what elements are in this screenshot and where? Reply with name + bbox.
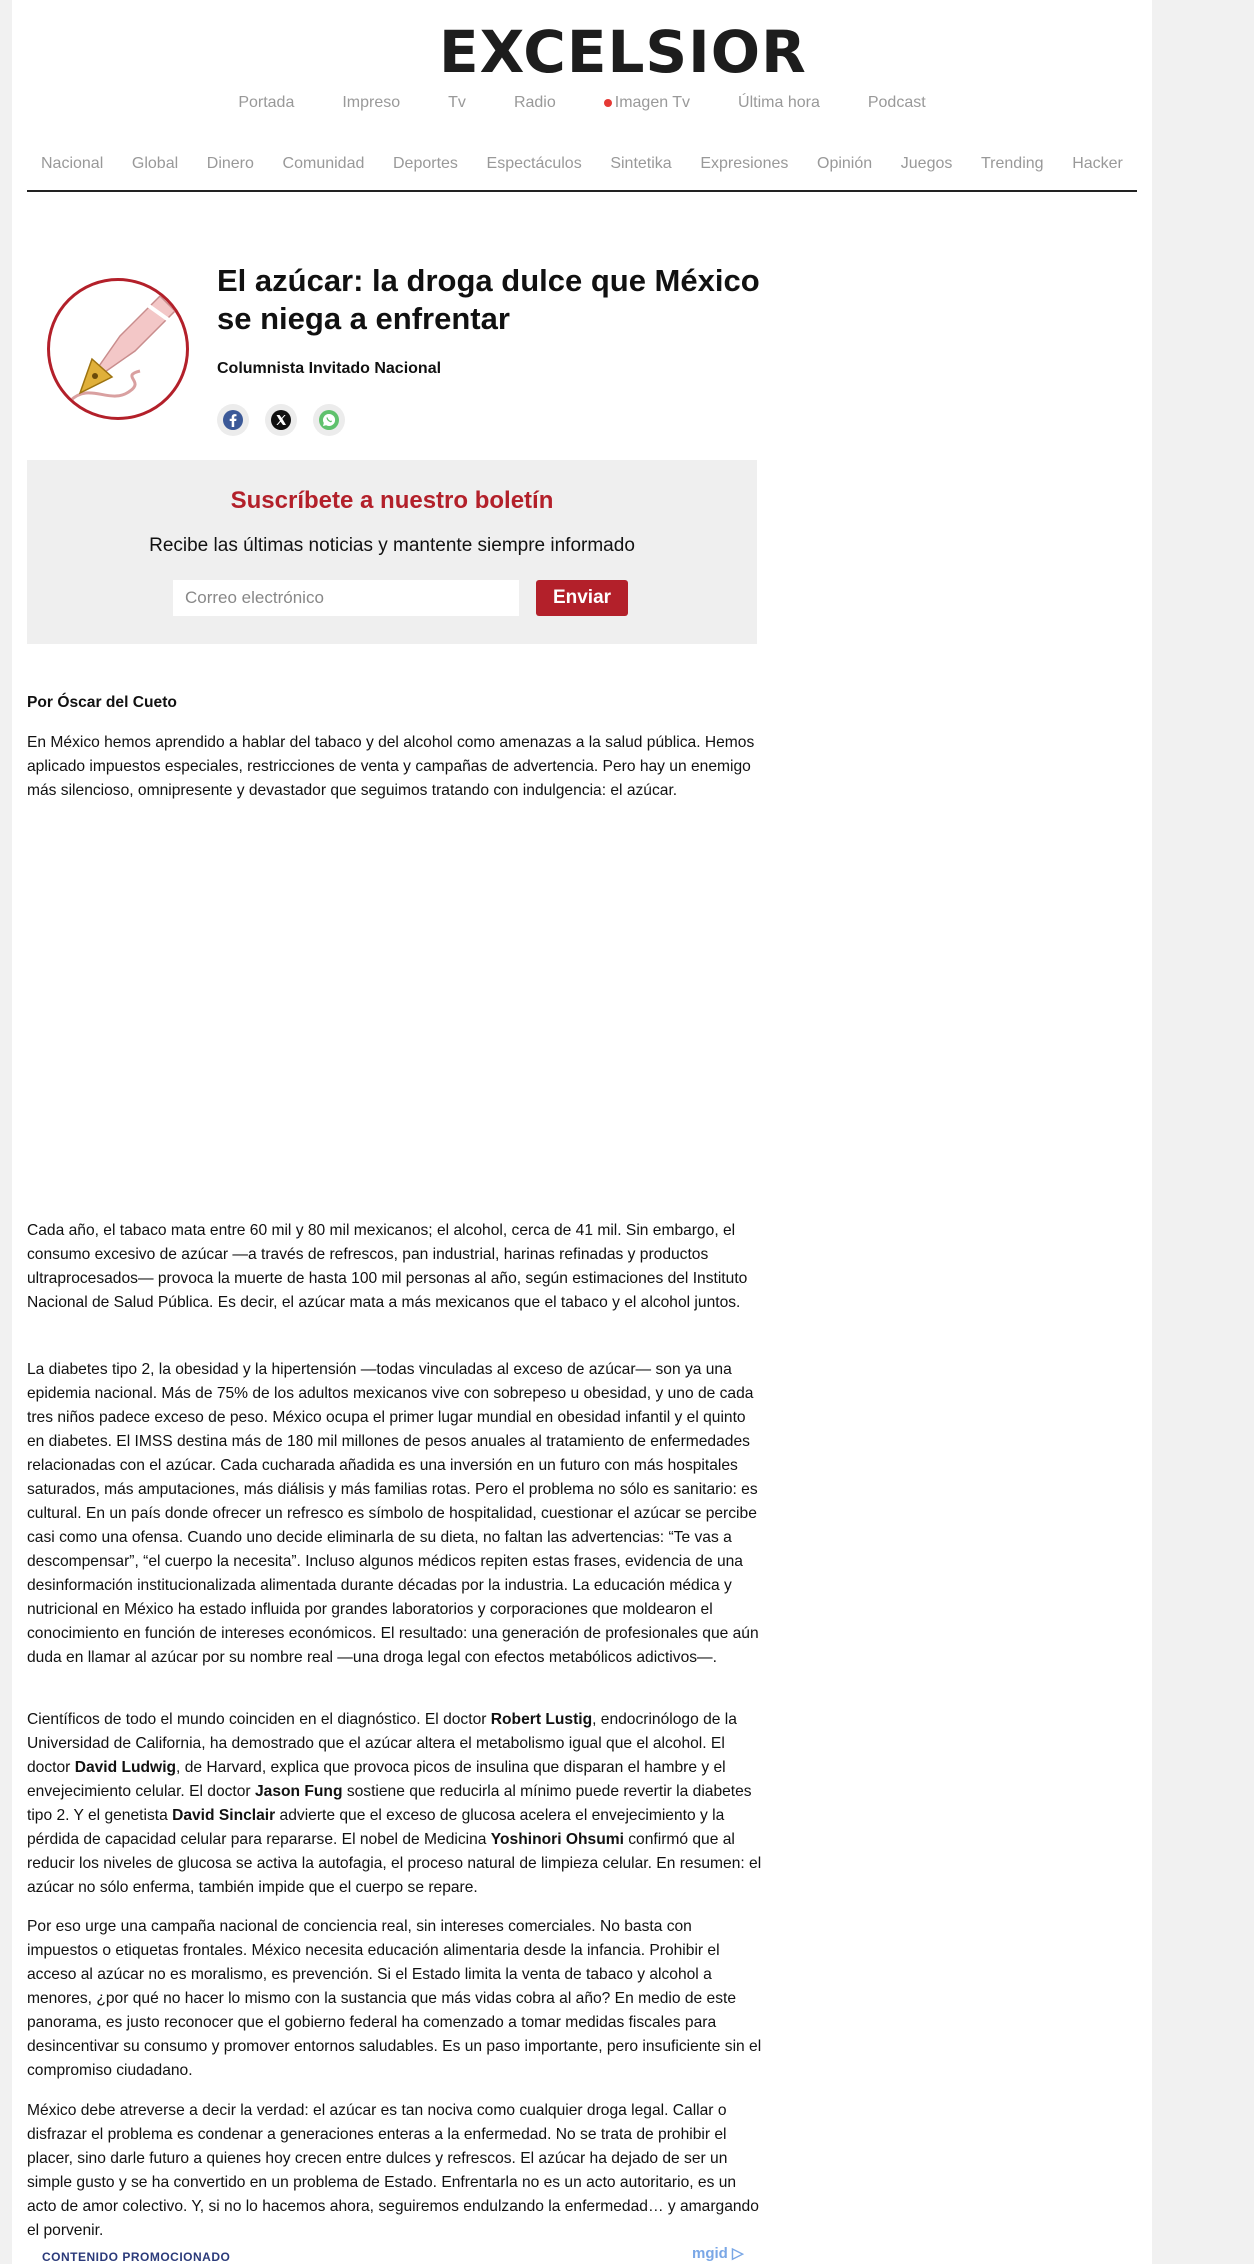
paragraph-text: confirmó que al reducir los niveles de glucosa se activa la autofagia, el proceso natural de limpieza celular. En resumen: el azúcar no sólo enferma, también impide que el cuerpo se repare. [27, 1830, 762, 1896]
top-nav-podcast[interactable]: Podcast [867, 94, 926, 111]
site-logo[interactable]: EXCELSIOR [439, 18, 807, 86]
section-nav-nacional[interactable]: Nacional [41, 155, 104, 172]
section-nav-trending[interactable]: Trending [981, 155, 1044, 172]
author-avatar [47, 278, 189, 420]
top-nav-imagen-tv-label: Imagen Tv [614, 94, 691, 111]
paragraph-text: , de Harvard, explica que provoca picos de insulina que disparan el hambre y el envejecimiento celular. El doctor [27, 1758, 726, 1800]
top-nav [12, 94, 1152, 112]
live-dot-icon [604, 99, 612, 107]
scientist-name: Yoshinori Ohsumi [490, 1830, 624, 1848]
article-byline: Por Óscar del Cueto [27, 693, 177, 711]
section-nav-opinion[interactable]: Opinión [817, 155, 873, 172]
section-nav-juegos[interactable]: Juegos [900, 155, 953, 172]
promoted-content-label: CONTENIDO PROMOCIONADO [42, 2250, 231, 2264]
article-paragraph: La diabetes tipo 2, la obesidad y la hipertensión —todas vinculadas al exceso de azúcar— son ya una epidemia nacional. Más de 75% de los adultos mexicanos vive con sobrepeso u obesidad, y uno de cada tres niños padece exceso de peso. México ocupa el primer lugar mundial en obesidad infantil y el quinto en diabetes. El IMSS destina más de 180 mil millones de pesos anuales al tratamiento de enfermedades relacionadas con el azúcar. Cada cucharada añadida es una inversión en un futuro con más hospitales saturados, más amputaciones, más diálisis y más familias rotas. Pero el problema no sólo es sanitario: es cultural. En un país donde ofrecer un refresco es símbolo de hospitalidad, cuestionar el azúcar se percibe casi como una ofensa. Cuando uno decide eliminarla de su dieta, no faltan las advertencias: “Te vas a descompensar”, “el cuerpo la necesita”. Incluso algunos médicos repiten estas frases, evidencia de una desinformación institucionalizada alimentada durante décadas por la industria. La educación médica y nutricional en México ha estado influida por grandes laboratorios y corporaciones que moldearon el conocimiento en función de intereses económicos. El resultado: una generación de profesionales que aún duda en llamar al azúcar por su nombre real —una droga legal con efectos metabólicos adictivos—. [27, 1360, 759, 1666]
column-name[interactable]: Columnista Invitado Nacional [217, 360, 442, 377]
section-nav-hacker[interactable]: Hacker [1072, 155, 1123, 172]
whatsapp-icon[interactable] [313, 404, 345, 436]
section-nav-comunidad[interactable]: Comunidad [282, 155, 365, 172]
paragraph-text: , endocrinólogo de la Universidad de California, ha demostrado que el azúcar altera el metabolismo igual que el alcohol. El doctor [27, 1710, 737, 1776]
facebook-icon[interactable] [217, 404, 249, 436]
top-nav-portada[interactable]: Portada [238, 94, 295, 111]
paragraph-text: Científicos de todo el mundo coinciden en el diagnóstico. El doctor [27, 1710, 491, 1728]
x-icon[interactable] [265, 404, 297, 436]
scientist-name: Robert Lustig [490, 1710, 593, 1728]
top-nav-imagen-tv[interactable] [604, 94, 690, 112]
section-nav [27, 148, 1137, 192]
article-paragraph: Cada año, el tabaco mata entre 60 mil y 80 mil mexicanos; el alcohol, cerca de 41 mil. Sin embargo, el consumo excesivo de azúcar —a través de refrescos, pan industrial, harinas refinadas y productos ultraprocesados— provoca la muerte de hasta 100 mil personas al año, según estimaciones del Instituto Nacional de Salud Pública. Es decir, el azúcar mata a más mexicanos que el tabaco y el alcohol juntos. [27, 1221, 748, 1311]
email-field[interactable] [173, 580, 519, 616]
newsletter-subtitle: Recibe las últimas noticias y mantente siempre informado [149, 535, 635, 556]
submit-button[interactable]: Enviar [536, 580, 628, 616]
section-nav-sintetika[interactable]: Sintetika [610, 155, 672, 172]
share-bar [217, 404, 345, 436]
top-nav-tv[interactable]: Tv [448, 94, 466, 111]
top-nav-ultima-hora[interactable]: Última hora [738, 94, 820, 111]
paragraph-text: sostiene que reducirla al mínimo puede revertir la diabetes tipo 2. Y el genetista [27, 1782, 752, 1824]
section-nav-deportes[interactable]: Deportes [392, 155, 458, 172]
section-nav-expresiones[interactable]: Expresiones [700, 155, 789, 172]
article-paragraph: México debe atreverse a decir la verdad: el azúcar es tan nociva como cualquier droga legal. Callar o disfrazar el problema es condenar a generaciones enteras a la enfermedad. No se trata de prohibir el placer, sino darle futuro a quienes hoy crecen entre dulces y refrescos. El azúcar ha dejado de ser un simple gusto y se ha convertido en un problema de Estado. Enfrentarla no es un acto autoritario, es un acto de amor colectivo. Y, si no lo hacemos ahora, seguiremos endulzando la enfermedad… y amargando el porvenir. [27, 2101, 759, 2239]
newsletter-box [27, 460, 757, 644]
mgid-logo[interactable]: mgid ▷ [692, 2245, 744, 2262]
article-paragraph: En México hemos aprendido a hablar del tabaco y del alcohol como amenazas a la salud pública. Hemos aplicado impuestos especiales, restricciones de venta y campañas de advertencia. Pero hay un enemigo más silencioso, omnipresente y devastador que seguimos tratando con indulgencia: el azúcar. [27, 733, 755, 799]
scientist-name: Jason Fung [254, 1782, 343, 1800]
page [12, 0, 1152, 2264]
section-nav-global[interactable]: Global [131, 155, 179, 172]
article-paragraph: Por eso urge una campaña nacional de conciencia real, sin intereses comerciales. No basta con impuestos o etiquetas frontales. México necesita educación alimentaria desde la infancia. Prohibir el acceso al azúcar no es moralismo, es prevención. Si el Estado limita la venta de tabaco y alcohol a menores, ¿por qué no hacer lo mismo con la sustancia que más vidas cobra al año? En medio de este panorama, es justo reconocer que el gobierno federal ha comenzado a tomar medidas fiscales para desincentivar su consumo y promover entornos saludables. Es un paso importante, pero insuficiente sin el compromiso ciudadano. [27, 1917, 762, 2079]
section-nav-espectaculos[interactable]: Espectáculos [486, 155, 582, 172]
newsletter-title: Suscríbete a nuestro boletín [230, 487, 554, 514]
section-nav-dinero[interactable]: Dinero [206, 155, 254, 172]
article-title: El azúcar: la droga dulce que México se niega a enfrentar [217, 263, 760, 336]
scientist-name: David Sinclair [172, 1806, 276, 1824]
fountain-pen-icon [50, 281, 186, 417]
article-paragraph-scientists [27, 1708, 763, 1900]
top-nav-impreso[interactable]: Impreso [342, 94, 401, 111]
scientist-name: David Ludwig [74, 1758, 177, 1776]
paragraph-text: advierte que el exceso de glucosa acelera el envejecimiento y la pérdida de capacidad celular para repararse. El nobel de Medicina [27, 1806, 725, 1848]
top-nav-radio[interactable]: Radio [513, 94, 556, 111]
